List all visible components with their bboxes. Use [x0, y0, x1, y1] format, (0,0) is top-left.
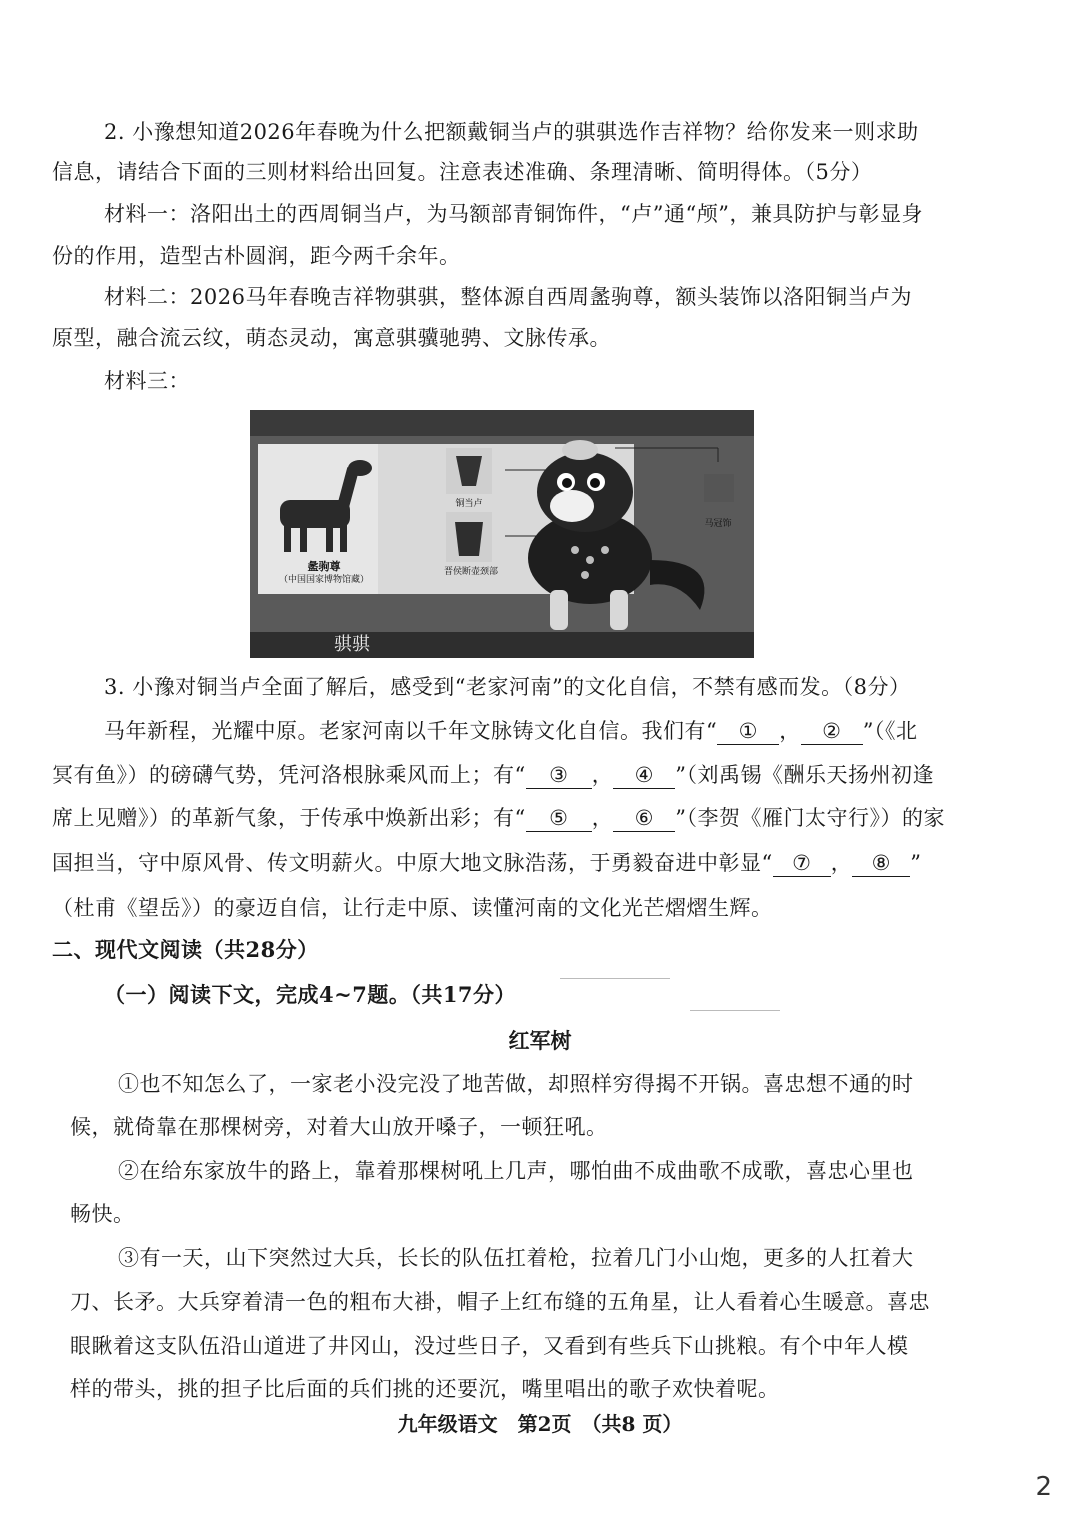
story-p3-line-3: 眼瞅着这支队伍沿山道进了井冈山，没过些日子，又看到有些兵下山挑粮。有个中年人模: [70, 1334, 909, 1358]
q3-intro: 3. 小豫对铜当卢全面了解后，感受到“老家河南”的文化自信，不禁有感而发。（8分）: [104, 675, 911, 699]
material-2-line-1: 材料二：2026马年春晚吉祥物骐骐，整体源自西周盠驹尊，额头装饰以洛阳铜当卢为: [104, 285, 912, 309]
mascot-horse-icon: [528, 440, 704, 630]
figure-bottom-band: [250, 632, 754, 658]
mascot-figure: [250, 410, 754, 658]
material-2-line-2: 原型，融合流云纹，萌态灵动，寓意骐骥驰骋、文脉传承。: [52, 326, 611, 350]
story-p3-line-2: 刀、长矛。大兵穿着清一色的粗布大褂，帽子上红布缝的五角星，让人看着心生暖意。喜忠: [70, 1290, 930, 1314]
label-danglu: 铜当卢: [455, 499, 483, 509]
blank-5[interactable]: ⑤: [526, 805, 592, 832]
q3-line-5: （杜甫《望岳》）的豪迈自信，让行走中原、读懂河南的文化光芒熠熠生辉。: [52, 896, 773, 920]
blank-7[interactable]: ⑦: [773, 850, 831, 877]
story-p2-line-1: ②在给东家放牛的路上，靠着那棵树吼上几声，哪怕曲不成曲歌不成歌，喜忠心里也: [118, 1159, 914, 1183]
material-1-line-2: 份的作用，造型古朴圆润，距今两千余年。: [52, 244, 461, 268]
page-footer: 九年级语文 第2页 （共8 页）: [397, 1412, 683, 1436]
page-number: 2: [1035, 1472, 1052, 1502]
label-jinhou: 晋侯断壶颈部: [443, 567, 498, 577]
story-p3-line-1: ③有一天，山下突然过大兵，长长的队伍扛着枪，拉着几门小山炮，更多的人扛着大: [118, 1246, 914, 1270]
label-maguan: 马冠饰: [704, 519, 732, 529]
label-zun-sub: （中国国家博物馆藏）: [278, 575, 369, 585]
jinhou-hu-icon: [446, 512, 492, 562]
q2-line-1: 2. 小豫想知道2026年春晚为什么把额戴铜当卢的骐骐选作吉祥物？给你发来一则求助: [104, 120, 919, 144]
blank-3[interactable]: ③: [526, 762, 592, 789]
q3-line-1: 马年新程，光耀中原。老家河南以千年文脉铸文化自信。我们有“ ① ， ② ”（《北: [104, 719, 918, 743]
story-title: 红军树: [508, 1028, 572, 1053]
maguan-icon: [704, 474, 734, 502]
scan-mark: [560, 978, 670, 979]
blank-1[interactable]: ①: [717, 718, 779, 745]
q3-line-4: 国担当，守中原风骨、传文明薪火。中原大地文脉浩荡，于勇毅奋进中彰显“ ⑦ ， ⑧ ”: [52, 851, 922, 875]
q3-line-3: 席上见赠》）的革新气象，于传承中焕新出彩；有“ ⑤ ， ⑥ ”（李贺《雁门太守行》）的家: [52, 806, 945, 830]
story-p1-line-2: 候，就倚靠在那棵树旁，对着大山放开嗓子，一顿狂吼。: [70, 1115, 608, 1139]
story-p2-line-2: 畅快。: [70, 1202, 135, 1226]
bronze-horse-icon: [280, 460, 372, 552]
q2-line-2: 信息，请结合下面的三则材料给出回复。注意表述准确、条理清晰、简明得体。（5分）: [52, 160, 873, 184]
danglu-icon: [446, 448, 492, 494]
material-1-line-1: 材料一：洛阳出土的西周铜当卢，为马额部青铜饰件，“卢”通“颅”，兼具防护与彰显身: [104, 202, 923, 226]
story-p1-line-1: ①也不知怎么了，一家老小没完没了地苦做，却照样穷得揭不开锅。喜忠想不通的时: [118, 1072, 914, 1096]
q3-line-2: 冥有鱼》）的磅礴气势，凭河洛根脉乘风而上；有“ ③ ， ④ ”（刘禹锡《酬乐天扬州初逢: [52, 763, 934, 787]
figure-caption: 骐骐: [334, 634, 370, 655]
blank-6[interactable]: ⑥: [613, 805, 675, 832]
blank-8[interactable]: ⑧: [852, 850, 910, 877]
label-zun: 盠驹尊: [307, 560, 341, 573]
scan-mark: [690, 1010, 780, 1011]
material-3-label: 材料三：: [104, 369, 190, 393]
section-heading: 二、现代文阅读（共28分）: [52, 937, 319, 962]
blank-4[interactable]: ④: [613, 762, 675, 789]
figure-illustration: [250, 410, 754, 658]
blank-2[interactable]: ②: [801, 718, 863, 745]
section-subheading: （一）阅读下文，完成4~7题。（共17分）: [104, 982, 517, 1007]
story-p3-line-4: 样的带头，挑的担子比后面的兵们挑的还要沉，嘴里唱出的歌子欢快着呢。: [70, 1377, 780, 1401]
